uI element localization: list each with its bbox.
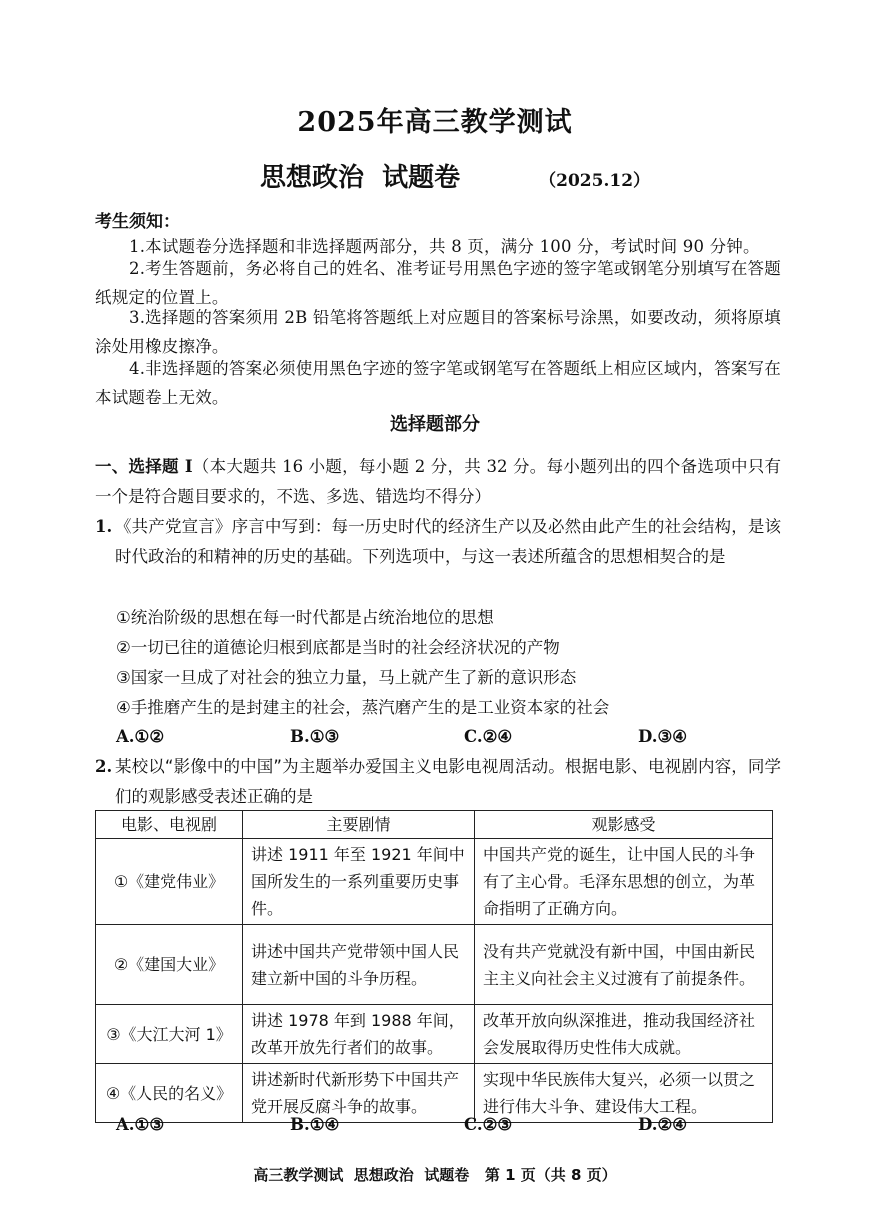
- subject-title: 思想政治 试题卷: [259, 163, 461, 193]
- feeling-cell: 改革开放向纵深推进，推动我国经济社会发展取得历史性伟大成就。: [475, 1005, 773, 1064]
- statement-2: ②一切已往的道德论归根到底都是当时的社会经济状况的产物: [116, 638, 560, 657]
- film-cell: ④《人民的名义》: [96, 1064, 243, 1123]
- notice-item-3: 3.选择题的答案须用 2B 铅笔将答题纸上对应题目的答案标号涂黑，如要改动，须将原填涂处用橡皮擦净。: [95, 308, 781, 356]
- choice-b: B.①③: [290, 727, 340, 746]
- column-header-film: 电影、电视剧: [96, 811, 243, 839]
- part-label: 一、选择题 I: [95, 457, 193, 476]
- film-table: [95, 810, 773, 1123]
- page-footer: 高三教学测试 思想政治 试题卷 第 1 页（共 8 页）: [253, 1166, 617, 1184]
- table-row: [96, 1005, 773, 1064]
- question-2: [95, 752, 781, 812]
- plot-cell: 讲述 1911 年至 1921 年间中国所发生的一系列重要历史事件。: [243, 839, 475, 925]
- choice-c: C.②③: [464, 1115, 513, 1134]
- question-stem: 《共产党宣言》序言中写到：每一历史时代的经济生产以及必然由此产生的社会结构，是该时代政治的和精神的历史的基础。下列选项中，与这一表述所蕴含的思想相契合的是: [115, 517, 781, 566]
- choice-b: B.①④: [290, 1115, 340, 1134]
- statement-3: ③国家一旦成了对社会的独立力量，马上就产生了新的意识形态: [116, 668, 577, 687]
- choice-c: C.②④: [464, 727, 513, 746]
- film-cell: ②《建国大业》: [96, 925, 243, 1005]
- plot-cell: 讲述 1978 年到 1988 年间，改革开放先行者们的故事。: [243, 1005, 475, 1064]
- section-title: 选择题部分: [390, 414, 480, 435]
- feeling-cell: 实现中华民族伟大复兴，必须一以贯之进行伟大斗争、建设伟大工程。: [475, 1064, 773, 1123]
- table-row: [96, 839, 773, 925]
- plot-cell: 讲述新时代新形势下中国共产党开展反腐斗争的故事。: [243, 1064, 475, 1123]
- choice-d: D.②④: [638, 1115, 688, 1134]
- table-row: [96, 1064, 773, 1123]
- choice-d: D.③④: [638, 727, 688, 746]
- question-number: 1.: [95, 517, 113, 536]
- question-number: 2.: [95, 757, 113, 776]
- exam-title: 2025年高三教学测试: [297, 107, 573, 138]
- plot-cell: 讲述中国共产党带领中国人民建立新中国的斗争历程。: [243, 925, 475, 1005]
- column-header-feeling: 观影感受: [475, 811, 773, 839]
- question-stem: 某校以“影像中的中国”为主题举办爱国主义电影电视周活动。根据电影、电视剧内容，同学们的观影感受表述正确的是: [115, 757, 781, 806]
- feeling-cell: 没有共产党就没有新中国，中国由新民主主义向社会主义过渡有了前提条件。: [475, 925, 773, 1005]
- choice-a: A.①②: [116, 727, 165, 746]
- question-1: [95, 512, 781, 602]
- statement-4: ④手推磨产生的是封建主的社会，蒸汽磨产生的是工业资本家的社会: [116, 698, 610, 717]
- part-description: （本大题共 16 小题，每小题 2 分，共 32 分。每小题列出的四个备选项中只有一个是符合题目要求的，不选、多选、错选均不得分）: [95, 457, 781, 506]
- exam-subtitle: [0, 157, 870, 194]
- feeling-cell: 中国共产党的诞生，让中国人民的斗争有了主心骨。毛泽东思想的创立，为革命指明了正确方向。: [475, 839, 773, 925]
- notice-item-1: 1.本试题卷分选择题和非选择题两部分，共 8 页，满分 100 分，考试时间 90 分钟。: [129, 237, 760, 256]
- table-header-row: [96, 811, 773, 839]
- column-header-plot: 主要剧情: [243, 811, 475, 839]
- choice-a: A.①③: [116, 1115, 165, 1134]
- part-heading: [95, 452, 781, 512]
- exam-date: （2025.12）: [539, 171, 651, 191]
- notice-item-2: 2.考生答题前，务必将自己的姓名、准考证号用黑色字迹的签字笔或钢笔分别填写在答题纸规定的位置上。: [95, 259, 781, 307]
- notice-item-4: 4.非选择题的答案必须使用黑色字迹的签字笔或钢笔写在答题纸上相应区域内，答案写在本试题卷上无效。: [95, 359, 781, 407]
- table-row: [96, 925, 773, 1005]
- statement-1: ①统治阶级的思想在每一时代都是占统治地位的思想: [116, 608, 494, 627]
- film-cell: ①《建党伟业》: [96, 839, 243, 925]
- film-cell: ③《大江大河 1》: [96, 1005, 243, 1064]
- notice-heading: 考生须知：: [95, 212, 180, 232]
